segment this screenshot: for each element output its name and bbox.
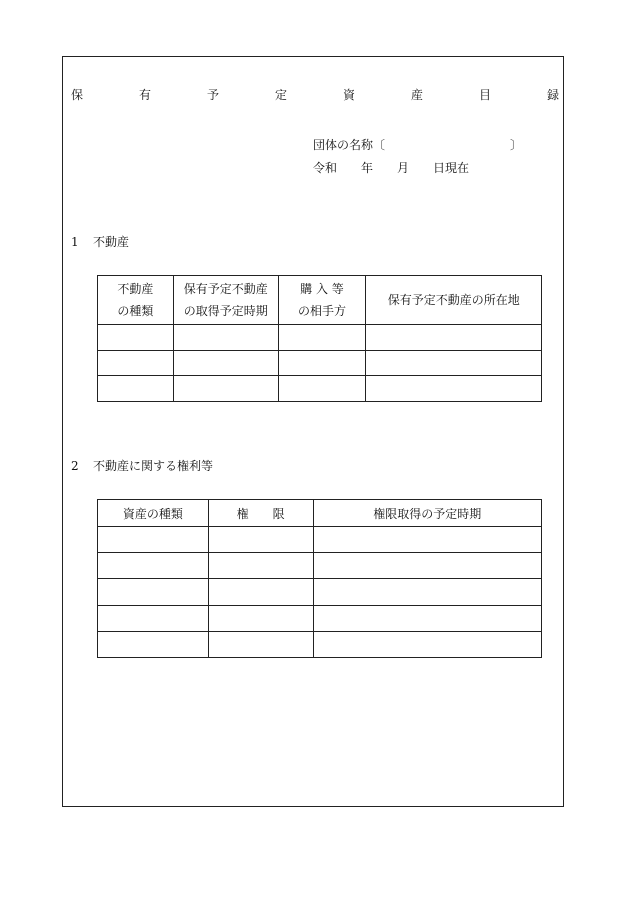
table-row xyxy=(98,579,542,605)
table-cell[interactable] xyxy=(98,527,209,553)
real-estate-table-header xyxy=(98,276,542,325)
table-row xyxy=(98,527,542,553)
table-cell[interactable] xyxy=(173,376,278,402)
table-cell[interactable] xyxy=(278,350,366,376)
table-row xyxy=(98,631,542,657)
table-cell[interactable] xyxy=(313,631,541,657)
table-cell[interactable] xyxy=(173,325,278,351)
table-cell[interactable] xyxy=(173,350,278,376)
organization-name-line xyxy=(313,136,523,153)
table-cell[interactable] xyxy=(208,605,313,631)
section1-number: 1 xyxy=(71,235,79,249)
date-era: 令和 xyxy=(313,161,338,175)
table-cell[interactable] xyxy=(208,527,313,553)
header-acquisition-time: 保有予定不動産 の取得予定時期 xyxy=(173,276,278,325)
table-cell[interactable] xyxy=(98,350,174,376)
date-month: 月 xyxy=(397,161,410,175)
date-year: 年 xyxy=(361,161,374,175)
table-cell[interactable] xyxy=(98,579,209,605)
table-cell[interactable] xyxy=(98,553,209,579)
organization-name-bracket-close: 〕 xyxy=(510,138,523,152)
table-cell[interactable] xyxy=(98,631,209,657)
table-cell[interactable] xyxy=(98,325,174,351)
rights-table-header xyxy=(98,500,542,527)
header-rights: 権 限 xyxy=(208,500,313,527)
table-cell[interactable] xyxy=(313,553,541,579)
section1-title: 不動産 xyxy=(93,235,130,249)
table-row xyxy=(98,376,542,402)
real-estate-table xyxy=(97,275,542,402)
table-cell[interactable] xyxy=(278,376,366,402)
header-property-type: 不動産 の種類 xyxy=(98,276,174,325)
table-row xyxy=(98,350,542,376)
table-cell[interactable] xyxy=(366,325,542,351)
header-counterparty: 購 入 等 の相手方 xyxy=(278,276,366,325)
table-cell[interactable] xyxy=(313,579,541,605)
document-title: 保 有 予 定 資 産 目 録 xyxy=(70,88,581,102)
organization-name-label: 団体の名称〔 xyxy=(313,138,386,152)
table-cell[interactable] xyxy=(366,376,542,402)
table-cell[interactable] xyxy=(208,631,313,657)
table-cell[interactable] xyxy=(313,605,541,631)
table-cell[interactable] xyxy=(278,325,366,351)
as-of-date-line xyxy=(313,159,469,176)
date-day: 日現在 xyxy=(433,161,470,175)
table-row xyxy=(98,553,542,579)
header-location: 保有予定不動産の所在地 xyxy=(366,276,542,325)
table-cell[interactable] xyxy=(208,579,313,605)
table-cell[interactable] xyxy=(366,350,542,376)
table-cell[interactable] xyxy=(313,527,541,553)
header-asset-type: 資産の種類 xyxy=(98,500,209,527)
header-rights-acquisition-time: 権限取得の予定時期 xyxy=(313,500,541,527)
section1-heading xyxy=(71,233,129,250)
table-row xyxy=(98,325,542,351)
table-cell[interactable] xyxy=(98,605,209,631)
table-cell[interactable] xyxy=(98,376,174,402)
section2-heading xyxy=(71,457,213,474)
real-estate-rights-table xyxy=(97,499,542,658)
section2-title: 不動産に関する権利等 xyxy=(93,459,214,473)
table-row xyxy=(98,605,542,631)
section2-number: 2 xyxy=(71,459,79,473)
table-cell[interactable] xyxy=(208,553,313,579)
